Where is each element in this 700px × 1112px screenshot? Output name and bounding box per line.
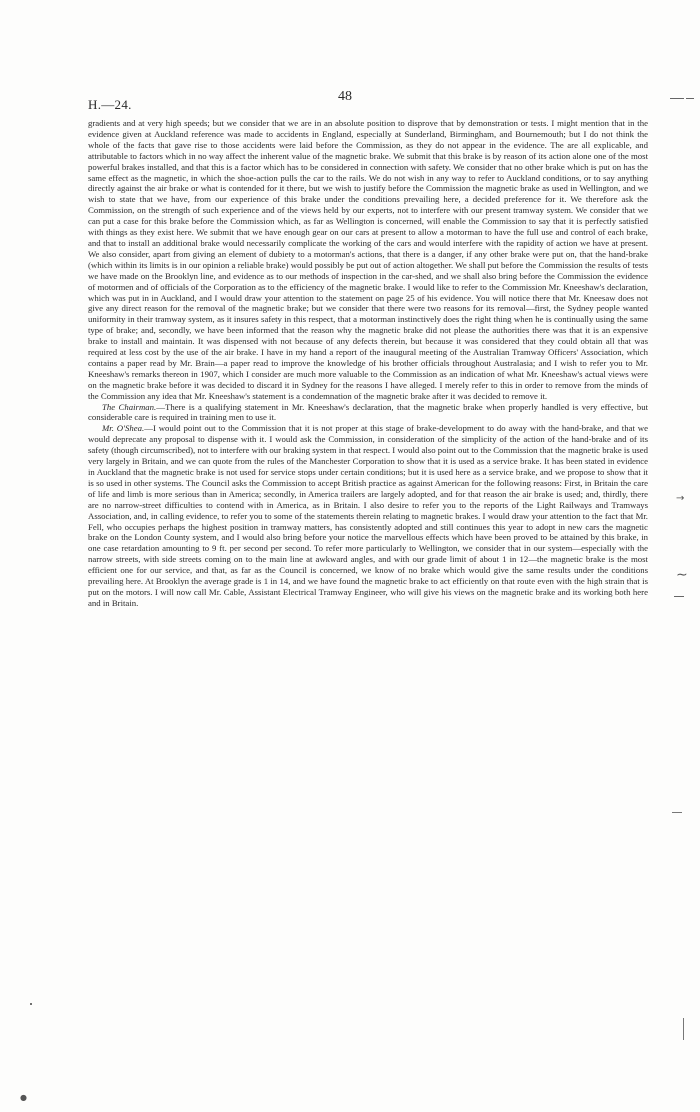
body-text [88, 118, 648, 609]
margin-mark [30, 1003, 32, 1005]
margin-mark [672, 812, 682, 814]
margin-mark [670, 98, 684, 100]
margin-mark: ∼ [676, 567, 688, 583]
paragraph [88, 118, 648, 402]
margin-mark: → [676, 493, 685, 504]
margin-mark [683, 1018, 685, 1040]
paragraph-text: gradients and at very high speeds; but we consider that we are in an absolute position to disprove that by demonstration or tests. I might mention that in the evidence given at Auckland reference was made to accidents in England, especially at Sunderland, Birmingham, and Bournemouth; but I do not think the whole of the facts that gave rise to those accidents were laid before the Commission, as they do not appear in the evidence. The are all explicable, and attributable to factors which in no way affect the inherent value of the magnetic brake. We submit that this brake is by reason of its action alone one of the most powerful brakes installed, and that this is a factor which has to be considered in connection with safety. We consider that no other brake which is put on has the same effect as the magnetic, in which the shoe-action pulls the car to the rails. We do not wish in any way to refer to Auckland conditions, or to say anything directly against the air brake or what is contended for it there, but we wish to justify before the Commission the magnetic brake as used in Wellington, and we wish to state that we have, from our experience of this brake under the conditions prevailing here, a decided preference for it. We therefore ask the Commission, on the strength of such experience and of the views held by our experts, not to interfere with our present tramway system. We consider that we can put a case for this brake before the Commission which, as far as Wellington is concerned, will enable the Commission to say that it is perfectly satisfied with things as they exist here. We submit that we have enough gear on our cars at present to allow a motorman to have the full use and control of each brake, and that to install an additional brake would necessarily complicate the working of the cars and would interfere with the rapidity of action we have at present. We also consider, apart from giving an element of dubiety to a motorman's actions, that there is a danger, if any other brake were put on, that the hand-brake (which within its limits is in our opinion a reliable brake) would possibly be put out of action altogether. We shall put before the Commission the results of tests we have made on the Brooklyn line, and evidence as to our methods of inspection in the car-shed, and we shall also bring before the Commission the evidence of motormen and of officials of the Corporation as to the efficiency of the magnetic brake. I would like to refer to the Commission Mr. Kneeshaw's declaration, which was put in in Auckland, and I would draw your attention to the statement on page 25 of his evidence. You will notice there that Mr. Kneesaw does not give any direct reason for the removal of the magnetic brake; but we consider that there were two reasons for its removal—first, the Sydney people wanted uniformity in their tramway system, as it insures safety in this respect, that a motorman instinctively does the right thing when he is continually using the same type of brake; and, secondly, we have been informed that the reason why the magnetic brake did not please the authorities there was that it is an expensive brake to install and maintain. It was dispensed with not because of any defects therein, but because it was considered that they could obtain all that was required at less cost by the use of the air brake. I have in my hand a report of the inaugural meeting of the Australian Tramway Officers' Association, which contains a paper read by Mr. Brain—a paper read to improve the knowledge of his brother officials throughout Australasia; and I wish to refer you to Mr. Kneeshaw's remarks thereon in 1907, which I consider are much more valuable to the Commission as an indication of what Mr. Kneeshaw's actual views were on the magnetic brake before it was decided to discard it in Sydney for the reasons I have alleged. I merely refer to this in order to remove from the minds of the Commission any idea that Mr. Kneeshaw's statement is a condemnation of the magnetic brake after it was decided to remove it. [88, 118, 648, 401]
document-code: H.—24. [88, 97, 132, 112]
paragraph-text: —There is a qualifying statement in Mr. Kneeshaw's declaration, that the magnetic brake when properly handled is very effective, but considerable care is required in training men to use it. [88, 401, 648, 423]
paragraph [88, 423, 648, 608]
margin-mark [686, 98, 694, 100]
speaker-name: Mr. O'Shea. [102, 423, 145, 434]
margin-mark: ● [20, 1093, 27, 1102]
speaker-name: The Chairman. [102, 401, 157, 412]
margin-mark [674, 596, 684, 598]
paragraph [88, 402, 648, 424]
paragraph-text: —I would point out to the Commission that it is not proper at this stage of brake-development to do away with the hand-brake, and that we would deprecate any proposal to dispense with it. I would ask the Commission, in consideration of the simplicity of the action of the hand-brake and of its safety (though circumscribed), not to interfere with our braking system in that respect. I would also point out to the Commission that the magnetic brake is used very largely in Britain, and we can quote from the rules of the Manchester Corporation to show that it is used as a service brake. It has been stated in evidence in Auckland that the magnetic brake is not used for service stops under certain conditions; but it is used here as a service brake, and we propose to show that it is so used in other systems. The Council asks the Commission to accept British practice as against American for the following reasons: First, in Britain the care of life and limb is more serious than in America; secondly, in America trailers are largely adopted, and for that reason the air brake is used; and, thirdly, there are no narrow-street difficulties to contend with in America, as in Britain. I also desire to refer you to the reports of the Light Railways and Tramways Association, and, in calling evidence, to refer you to some of the statements therein relating to magnetic brakes. I would draw your attention to the fact that Mr. Fell, who occupies perhaps the highest position in tramway matters, has consistently adopted and still continues this year to adopt in new cars the magnetic brake on the London County system, and I would also bring before your notice the marvellous effects which have been proved to be attained by this brake, in one case retardation amounting to 9 ft. per second per second. To refer more particularly to Wellington, we consider that in our system—especially with the narrow streets, with side streets coming on to the main line at awkward angles, and with our grade limit of about 1 in 12—the magnetic brake is the most efficient one for our service, and that, as far as the Council is concerned, we know of no brake which would give the same results under the conditions prevailing here. At Brooklyn the average grade is 1 in 14, and we have found the magnetic brake to act efficiently on that route even with the high strain that is put on the motors. I will now call Mr. Cable, Assistant Electrical Tramway Engineer, who will give his views on the magnetic brake and its working both here and in Britain. [88, 423, 648, 608]
page-number: 48 [338, 89, 352, 104]
